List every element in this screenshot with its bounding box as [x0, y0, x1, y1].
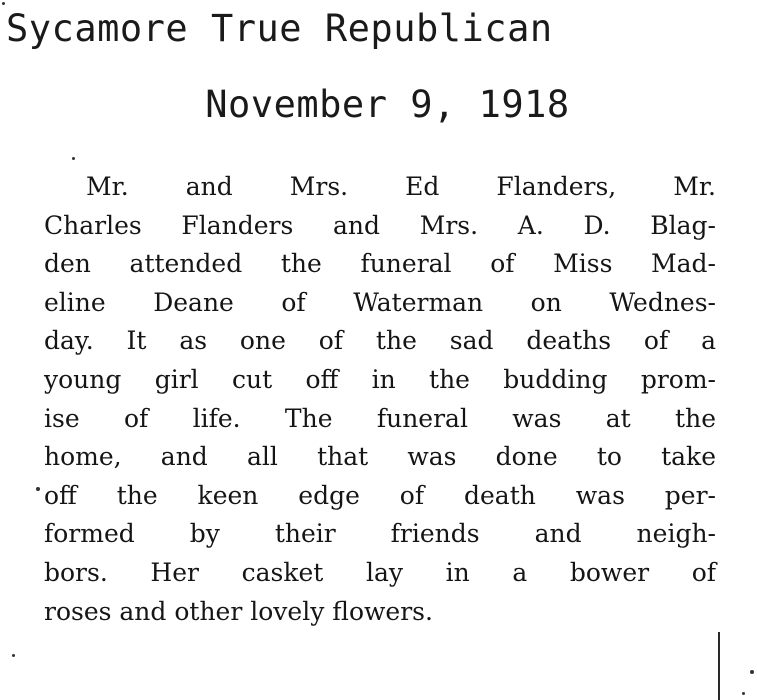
article-line: young girl cut off in the budding prom-: [44, 364, 716, 394]
article-line: home, and all that was done to take: [44, 442, 716, 472]
print-speck: [2, 2, 5, 5]
article-line: day. It as one of the sad deaths of a: [44, 326, 716, 356]
article-line: ise of life. The funeral was at the: [44, 403, 716, 433]
publication-name: Sycamore True Republican: [6, 7, 553, 50]
article-line: off the keen edge of death was per-: [44, 480, 716, 510]
print-speck: [72, 157, 75, 160]
article-line: bors. Her casket lay in a bower of: [44, 557, 716, 587]
article-line: formed by their friends and neigh-: [44, 519, 716, 549]
print-speck: [742, 692, 745, 695]
article-line: Mr. and Mrs. Ed Flanders, Mr.: [86, 172, 716, 201]
publication-date: November 9, 1918: [205, 83, 570, 126]
article-line: eline Deane of Waterman on Wednes-: [44, 287, 716, 317]
print-speck: [36, 487, 40, 491]
article-line: Charles Flanders and Mrs. A. D. Blag-: [44, 210, 716, 240]
article-line: den attended the funeral of Miss Mad-: [44, 249, 716, 279]
article-line: roses and other lovely flowers.: [44, 596, 433, 626]
print-speck: [750, 670, 754, 674]
print-speck: [12, 654, 15, 657]
column-divider: [718, 632, 720, 700]
article-body: [44, 168, 716, 631]
